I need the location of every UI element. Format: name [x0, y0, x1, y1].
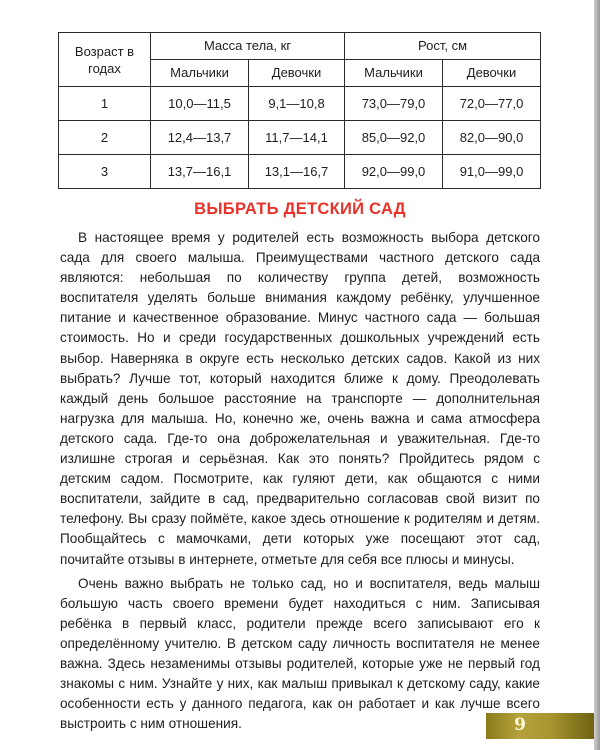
- table-row: [59, 121, 541, 155]
- cell-mass-girls: 9,1—10,8: [249, 87, 345, 121]
- cell-mass-boys: 13,7—16,1: [151, 155, 249, 189]
- body-text: [60, 228, 540, 734]
- cell-mass-boys: 10,0—11,5: [151, 87, 249, 121]
- subheader-height-boys: Мальчики: [345, 60, 443, 87]
- cell-height-boys: 85,0—92,0: [345, 121, 443, 155]
- table-row: [59, 155, 541, 189]
- cell-height-boys: 92,0—99,0: [345, 155, 443, 189]
- height-header: Рост, см: [345, 33, 541, 60]
- cell-mass-girls: 13,1—16,7: [249, 155, 345, 189]
- subheader-height-girls: Девочки: [443, 60, 541, 87]
- subheader-mass-girls: Девочки: [249, 60, 345, 87]
- cell-height-girls: 82,0—90,0: [443, 121, 541, 155]
- age-header: Возраст в годах: [59, 33, 151, 87]
- cell-age: 1: [59, 87, 151, 121]
- cell-mass-boys: 12,4—13,7: [151, 121, 249, 155]
- cell-age: 2: [59, 121, 151, 155]
- table-row: [59, 87, 541, 121]
- growth-table: [58, 32, 541, 189]
- cell-age: 3: [59, 155, 151, 189]
- cell-height-girls: 72,0—77,0: [443, 87, 541, 121]
- cell-height-boys: 73,0—79,0: [345, 87, 443, 121]
- cell-height-girls: 91,0—99,0: [443, 155, 541, 189]
- subheader-mass-boys: Мальчики: [151, 60, 249, 87]
- page-number: 9: [514, 715, 526, 735]
- page-number-bar: [486, 713, 594, 739]
- table-header-row: [59, 33, 541, 60]
- paragraph: Очень важно выбрать не только сад, но и воспитателя, ведь малыш большую часть своего времени будет находиться с ним. Записывая ребёнка в первый класс, родители прежде всего записывают его к определённому учителю. В детском саду личность воспитателя не менее важна. Здесь незаменимы отзывы родителей, которые уже не первый год знакомы с ним. Узнайте у них, как малыш привыкал к детскому саду, какие особенности есть у данного педагога, как он работает и как лучше всего выстроить с ним отношения.: [60, 575, 540, 732]
- page-edge: [594, 0, 600, 750]
- mass-header: Масса тела, кг: [151, 33, 345, 60]
- cell-mass-girls: 11,7—14,1: [249, 121, 345, 155]
- paragraph: В настоящее время у родителей есть возможность выбора детского сада для своего малыша. Преимуществами частного детского сада являются: небольшая по количеству группа детей, возможность воспитателя уделять больше внимания каждому ребёнку, улучшенное питание и качественное образование. Минус частного сада — большая стоимость. Но и среди государственных дошкольных учреждений есть выбор. Наверняка в округе есть несколько детских садов. Какой из них выбрать? Лучше тот, который находится ближе к дому. Преодолевать каждый день большое расстояние на транспорте — дополнительная нагрузка для малыша. Но, конечно же, очень важна и сама атмосфера детского сада. Где-то она доброжелательная и уважительная. Где-то излишне строгая и серьёзная. Как это понять? Пройдитесь рядом с детским садом. Посмотрите, как гуляют дети, как общаются с ними воспитатели, зайдите в сад, предварительно согласовав свой визит по телефону. Вы сразу поймёте, какое здесь отношение к родителям и детям. Пообщайтесь с мамочками, дети которых уже посещают этот сад, почитайте отзывы в интернете, отметьте для себя все плюсы и минусы.: [60, 230, 540, 567]
- section-title: ВЫБРАТЬ ДЕТСКИЙ САД: [194, 200, 406, 218]
